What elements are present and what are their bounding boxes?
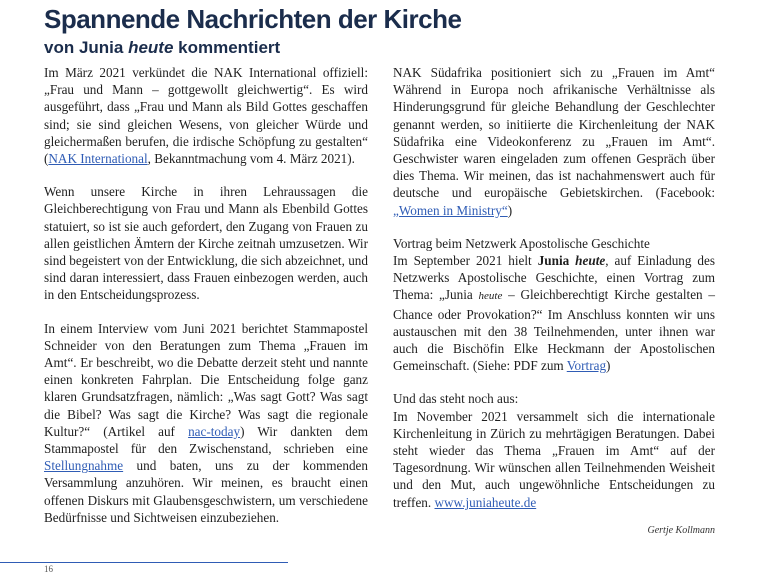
subtitle-suffix: kommentiert xyxy=(173,38,281,57)
page-subtitle xyxy=(44,38,280,58)
text: Im März 2021 verkündet die NAK International offiziell: „Frau und Mann – gottgewollt gleichwertig“. Es wird ausgeführt, dass „Frau und Mann als Bild Gottes geschaffen sind; sie sind gleichen Wesens, von gleicher Würde und gleichermaßen berufen, die irdische Schöpfung zu gestalten“ ( xyxy=(44,65,368,167)
text: ) xyxy=(606,358,611,374)
text: ) Wir dankten dem Stammapostel für den Zwischenstand, schrieben eine xyxy=(44,423,368,457)
paragraph-suedafrika xyxy=(393,64,715,219)
author-signature: Gertje Kollmann xyxy=(647,525,715,536)
link-nak-international[interactable]: NAK International xyxy=(48,151,148,167)
text: ) xyxy=(507,202,513,218)
right-column xyxy=(393,64,715,527)
text: NAK Südafrika positioniert sich zu „Frauen im Amt“ Während in Europa noch afrikanische Verhältnisse als Hinderungsgrund für gleiche Behandlung der Geschlechter genannt werden, so initiierte die Kirchenleitung der NAK Südafrika eine Videokonferenz zu „Frauen im Amt“. Geschwister waren eingeladen zum offenen Gespräch über dies Thema. Wir meinen, das ist nachahmenswert auch für deutsche und europäische Gebietskirchen. (Facebook: xyxy=(393,65,715,201)
link-juniaheute[interactable]: www.juniaheute.de xyxy=(434,494,537,510)
section-heading-vortrag: Vortrag beim Netzwerk Apostolische Geschichte xyxy=(393,235,650,251)
paragraph-nak-international xyxy=(44,64,368,167)
footer-divider xyxy=(0,562,288,563)
text: In einem Interview vom Juni 2021 berichtet Stammapostel Schneider von den Beratungen zum Thema „Frauen im Amt“. Er beschreibt, wo die Debatte derzeit steht und nannte einen konkreten Fahrplan. Die Entscheidung folge ganz klaren Grundsatzfragen, nämlich: „Was sagt Gott? Was sagt die Bibel? Was sagt die Kirche? Was sagt die regionale Kultur?“ (Artikel auf xyxy=(44,320,368,439)
brand-bold xyxy=(538,253,606,268)
link-stellungnahme[interactable]: Stellungnahme xyxy=(44,458,124,474)
paragraph-interview xyxy=(44,320,368,526)
subtitle-brand: heute xyxy=(128,38,174,57)
link-vortrag[interactable]: Vortrag xyxy=(566,358,607,374)
page-title: Spannende Nachrichten der Kirche xyxy=(44,4,462,34)
text: und baten, uns zu der kommenden Versammlung anzuhören. Wir meinen, es braucht einen offenen Diskurs mit Glaubensgeschwistern, um verschiedene Bedürfnisse und Sichtweisen einzubeziehen. xyxy=(44,458,368,525)
text: Im November 2021 versammelt sich die internationale Kirchenleitung in Zürich zu mehrtägigen Beratungen. Dabei steht wieder das Thema „Frauen im Amt“ auf der Tagesordnung. Wir wünschen allen Teilnehmenden Weisheit und den Mut, auch ungewöhnliche Entscheidungen zu treffen. xyxy=(393,408,715,510)
page-number: 16 xyxy=(44,564,53,574)
subtitle-prefix: von Junia xyxy=(44,38,129,57)
text: Im September 2021 hielt xyxy=(393,253,538,269)
text: Junia xyxy=(537,253,576,269)
text: heute xyxy=(575,253,606,269)
link-nac-today[interactable]: nac-today xyxy=(188,423,241,439)
text: – Gleichberechtigt Kirche gestalten – Chance oder Provokation?“ Im Anschluss konnten wir uns austauschen mit den 38 Teilnehmenden, unter ihnen war auch die Bischöfin Elke Heckmann der Apostolischen Gemeinschaft. (Siehe: PDF zum xyxy=(393,287,715,374)
left-column xyxy=(44,64,368,542)
paragraph-ausblick xyxy=(393,390,715,510)
section-heading-ausblick: Und das steht noch aus: xyxy=(393,391,519,407)
text: , auf Einladung des Netzwerks Apostolische Geschichte, einen Vortrag zum Thema: „Junia xyxy=(393,253,716,303)
text: heute xyxy=(478,290,503,303)
paragraph-vortrag xyxy=(393,235,715,375)
text: , Bekanntmachung vom 4. März 2021). xyxy=(147,151,355,167)
paragraph-equality: Wenn unsere Kirche in ihren Lehraussagen die Gleichberechtigung von Frau und Mann als Ebenbild Gottes statuiert, so ist sie auch gefordert, den Zugang von Frauen zu allen geistlichen Ämtern der Kirche zeitnah umzusetzen. Wir sind begeistert von der Entwicklung, die sich abzeichnet, und sind daran interessiert, dass Frauen einbezogen werden, auch in den Entscheidungsprozess. xyxy=(44,184,368,303)
link-women-in-ministry[interactable]: „Women in Ministry“ xyxy=(393,202,508,218)
